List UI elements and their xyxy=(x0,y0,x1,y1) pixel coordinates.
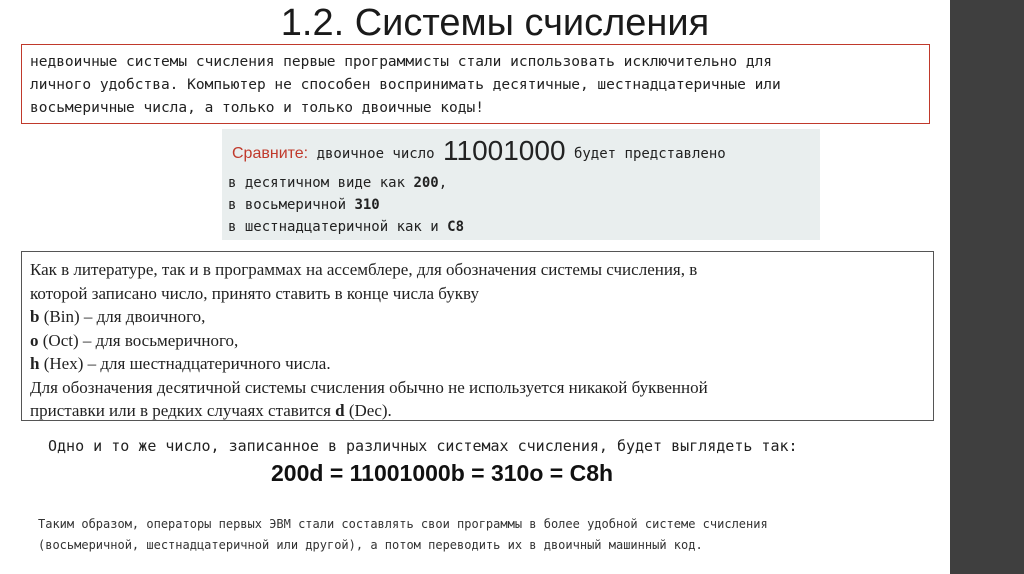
hex-letter: h xyxy=(30,354,40,373)
decimal-suffix: , xyxy=(438,175,448,191)
intro-box xyxy=(21,44,930,124)
dec-letter: d xyxy=(335,401,345,420)
oct-text: (Oct) – для восьмеричного, xyxy=(42,330,239,350)
footer-line-1: Таким образом, операторы первых ЭВМ стали составлять свои программы в более удобной системе счисления xyxy=(38,517,768,531)
binary-number: 11001000 xyxy=(443,135,566,166)
notation-bin-line xyxy=(30,305,933,329)
notation-dec-1: Для обозначения десятичной системы счисления обычно не используется никакой буквенной xyxy=(30,377,708,397)
notation-box xyxy=(21,251,934,421)
hex-value: С8 xyxy=(447,219,465,235)
dec-notation-text: (Dec). xyxy=(348,401,392,420)
compare-text-2: будет представлено xyxy=(573,146,726,162)
compare-text-1: двоичное число xyxy=(316,146,435,162)
same-number-text: Одно и то же число, записанное в различных системах счисления, будет выглядеть так: xyxy=(48,437,798,455)
octal-line xyxy=(228,194,820,216)
bin-letter: b xyxy=(30,307,40,326)
compare-line-1 xyxy=(228,133,820,172)
oct-letter: o xyxy=(30,330,39,350)
dec-text: приставки или в редких случаях ставится xyxy=(30,401,331,420)
octal-text: в восьмеричной xyxy=(228,197,347,213)
intro-line-3: восьмеричные числа, а только и только двоичные коды! xyxy=(30,100,484,116)
slide-title: 1.2. Системы счисления xyxy=(280,2,710,44)
hex-text: в шестнадцатеричной как и xyxy=(228,219,439,235)
notation-intro-1: Как в литературе, так и в программах на ассемблере, для обозначения системы счисления, в xyxy=(30,260,698,279)
intro-line-1: недвоичные системы счисления первые программисты стали использовать исключительно для xyxy=(30,54,773,70)
notation-hex-line xyxy=(30,352,933,376)
notation-oct-line xyxy=(30,329,933,353)
compare-label: Сравните: xyxy=(232,145,309,162)
decimal-line xyxy=(228,172,820,194)
octal-value: 310 xyxy=(354,197,380,213)
hex-line xyxy=(228,216,820,238)
equation: 200d = 11001000b = 310o = C8h xyxy=(271,460,614,486)
decimal-text: в десятичном виде как xyxy=(228,175,406,191)
compare-box xyxy=(222,129,820,240)
hex-notation-text: (Hex) – для шестнадцатеричного числа. xyxy=(43,354,331,373)
right-side-bar xyxy=(950,0,1024,574)
bin-text: (Bin) – для двоичного, xyxy=(43,307,206,326)
footer-line-2: (восьмеричной, шестнадцатеричной или другой), а потом переводить их в двоичный машинный код. xyxy=(38,538,703,552)
notation-intro-2: которой записано число, принято ставить в конце числа букву xyxy=(30,283,479,303)
notation-dec-line xyxy=(30,399,933,423)
intro-line-2: личного удобства. Компьютер не способен воспринимать десятичные, шестнадцатеричные или xyxy=(30,77,781,93)
footer-text xyxy=(38,514,918,556)
decimal-value: 200 xyxy=(413,175,439,191)
